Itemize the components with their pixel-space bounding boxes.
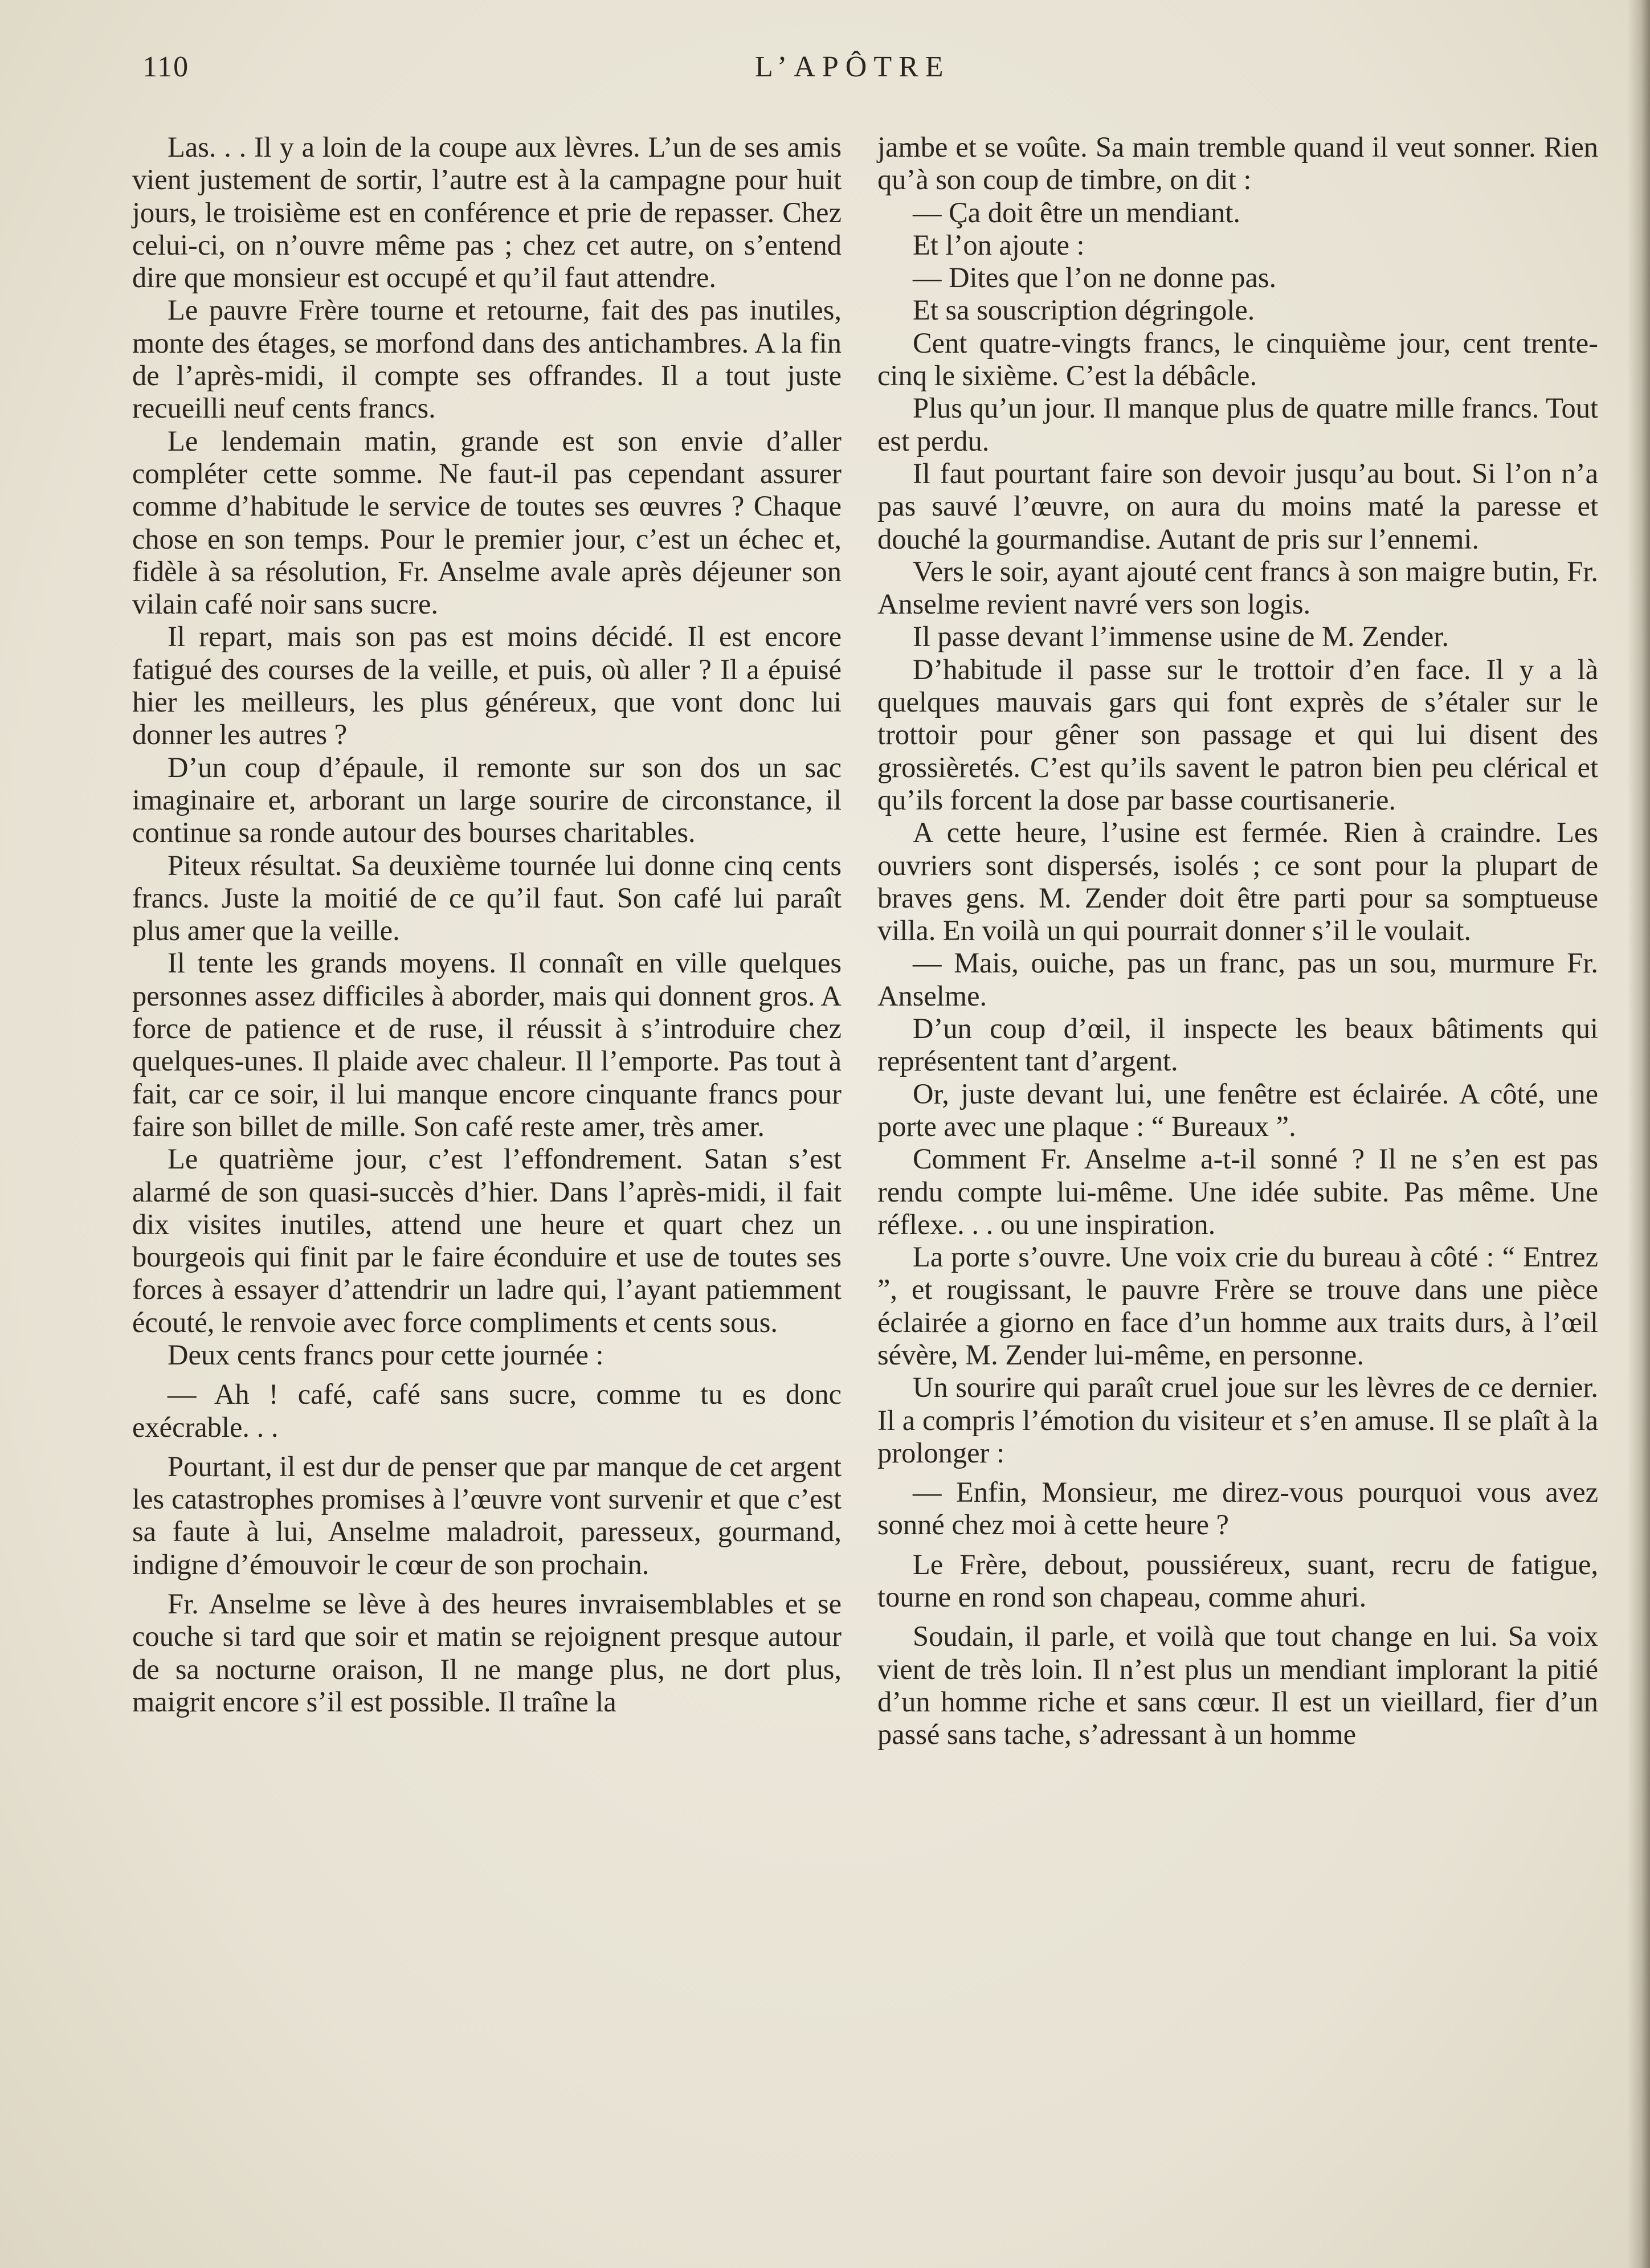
paragraph: Fr. Anselme se lève à des heures invraisemblables et se couche si tard que soir et matin se rejoignent presque autour de sa nocturne oraison, Il ne mange plus, ne dort plus, maigrit encore s’il est possible. Il traîne la xyxy=(132,1588,842,1718)
paragraph: Pourtant, il est dur de penser que par manque de cet argent les catastrophes promises à l’œuvre vont survenir et que c’est sa faute à lui, Anselme maladroit, paresseux, gourmand, indigne d’émouvoir le cœur de son prochain. xyxy=(132,1450,842,1580)
right-column xyxy=(877,131,1598,1758)
paragraph: Le Frère, debout, poussiéreux, suant, recru de fatigue, tourne en rond son chapeau, comme ahuri. xyxy=(877,1548,1598,1613)
paragraph: Le quatrième jour, c’est l’effondrement. Satan s’est alarmé de son quasi-succès d’hier. Dans l’après-midi, il fait dix visites inutiles, attend une heure et quart chez un bourgeois qui finit par le faire éconduire et use de toutes ses forces à essayer d’attendrir un ladre qui, l’ayant patiemment écouté, le renvoie avec force compliments et cents sous. xyxy=(132,1143,842,1338)
page-header xyxy=(142,50,997,96)
paragraph: Plus qu’un jour. Il manque plus de quatre mille francs. Tout est perdu. xyxy=(877,392,1598,457)
paragraph: — Enfin, Monsieur, me direz-vous pourquoi vous avez sonné chez moi à cette heure ? xyxy=(877,1476,1598,1541)
paragraph: Cent quatre-vingts francs, le cinquième jour, cent trente-cinq le sixième. C’est la débâcle. xyxy=(877,326,1598,392)
paragraph: Et l’on ajoute : xyxy=(913,228,1085,261)
paragraph: Las. . . Il y a loin de la coupe aux lèvres. L’un de ses amis vient justement de sortir, l’autre est à la campagne pour huit jours, le troisième est en conférence et prie de repasser. Chez celui-ci, on n’ouvre même pas ; chez cet autre, on s’entend dire que monsieur est occupé et qu’il faut attendre. xyxy=(132,131,842,294)
paragraph: Il tente les grands moyens. Il connaît en ville quelques personnes assez difficiles à aborder, mais qui donnent gros. A force de patience et de ruse, il réussit à s’introduire chez quelques-unes. Il plaide avec chaleur. Il l’emporte. Pas tout à fait, car ce soir, il lui manque encore cinquante francs pour faire son billet de mille. Son café reste amer, très amer. xyxy=(132,947,842,1142)
paragraph: — Mais, ouiche, pas un franc, pas un sou, murmure Fr. Anselme. xyxy=(877,947,1598,1012)
paragraph: Le pauvre Frère tourne et retourne, fait des pas inutiles, monte des étages, se morfond dans des antichambres. A la fin de l’après-midi, il compte ses offrandes. Il a tout juste recueilli neuf cents francs. xyxy=(132,294,842,424)
paragraph: — Dites que l’on ne donne pas. xyxy=(913,261,1277,294)
paragraph: Piteux résultat. Sa deuxième tournée lui donne cinq cents francs. Juste la moitié de ce qu’il faut. Son café lui paraît plus amer que la veille. xyxy=(132,849,842,947)
paragraph: — Ah ! café, café sans sucre, comme tu es donc exécrable. . . xyxy=(132,1378,842,1443)
paragraph: La porte s’ouvre. Une voix crie du bureau à côté : “ Entrez ”, et rougissant, le pauvre Frère se trouve dans une pièce éclairée a giorno en face d’un homme aux traits durs, à l’œil sévère, M. Zender lui-même, en personne. xyxy=(877,1241,1598,1371)
paragraph: Il faut pourtant faire son devoir jusqu’au bout. Si l’on n’a pas sauvé l’œuvre, on aura du moins maté la paresse et douché la gourmandise. Autant de pris sur l’ennemi. xyxy=(877,457,1598,555)
paragraph: A cette heure, l’usine est fermée. Rien à craindre. Les ouvriers sont dispersés, isolés ; ce sont pour la plupart de braves gens. M. Zender doit être parti pour sa somptueuse villa. En voilà un qui pourrait donner s’il le voulait. xyxy=(877,816,1598,947)
paragraph: Et sa souscription dégringole. xyxy=(913,294,1255,326)
left-column xyxy=(132,131,842,1725)
paragraph: Comment Fr. Anselme a-t-il sonné ? Il ne s’en est pas rendu compte lui-même. Une idée subite. Pas même. Une réflexe. . . ou une inspiration. xyxy=(877,1143,1598,1240)
paragraph: Soudain, il parle, et voilà que tout change en lui. Sa voix vient de très loin. Il n’est plus un mendiant implorant la pitié d’un homme riche et sans cœur. Il est un vieillard, fier d’un passé sans tache, s’adressant à un homme xyxy=(877,1620,1598,1751)
paragraph: D’un coup d’œil, il inspecte les beaux bâtiments qui représentent tant d’argent. xyxy=(877,1012,1598,1077)
paragraph: D’un coup d’épaule, il remonte sur son dos un sac imaginaire et, arborant un large sourire de circonstance, il continue sa ronde autour des bourses charitables. xyxy=(132,751,842,849)
paragraph: Or, juste devant lui, une fenêtre est éclairée. A côté, une porte avec une plaque : “ Bureaux ”. xyxy=(877,1077,1598,1142)
page-number: 110 xyxy=(142,51,190,83)
page-binding-edge xyxy=(1627,0,1650,2268)
paragraph: Vers le soir, ayant ajouté cent francs à son maigre butin, Fr. Anselme revient navré vers son logis. xyxy=(877,555,1598,620)
paragraph: Il repart, mais son pas est moins décidé. Il est encore fatigué des courses de la veille, et puis, où aller ? Il a épuisé hier les meilleurs, les plus généreux, que vont donc lui donner les autres ? xyxy=(132,620,842,751)
paragraph: Il passe devant l’immense usine de M. Zender. xyxy=(913,620,1449,653)
paragraph: — Ça doit être un mendiant. xyxy=(913,196,1241,228)
running-title: L’APÔTRE xyxy=(755,51,950,83)
paragraph: Deux cents francs pour cette journée : xyxy=(168,1338,604,1371)
paragraph: Le lendemain matin, grande est son envie d’aller compléter cette somme. Ne faut-il pas cependant assurer comme d’habitude le service de toutes ses œuvres ? Chaque chose en son temps. Pour le premier jour, c’est un échec et, fidèle à sa résolution, Fr. Anselme avale après déjeuner son vilain café noir sans sucre. xyxy=(132,424,842,620)
paragraph: jambe et se voûte. Sa main tremble quand il veut sonner. Rien qu’à son coup de timbre, on dit : xyxy=(877,131,1598,196)
paragraph: D’habitude il passe sur le trottoir d’en face. Il y a là quelques mauvais gars qui font exprès de s’étaler sur le trottoir pour gêner son passage et qui lui disent des grossièretés. C’est qu’ils savent le patron bien peu clérical et qu’ils forcent la dose par basse courtisanerie. xyxy=(877,653,1598,816)
paragraph: Un sourire qui paraît cruel joue sur les lèvres de ce dernier. Il a compris l’émotion du visiteur et s’en amuse. Il se plaît à la prolonger : xyxy=(877,1371,1598,1469)
